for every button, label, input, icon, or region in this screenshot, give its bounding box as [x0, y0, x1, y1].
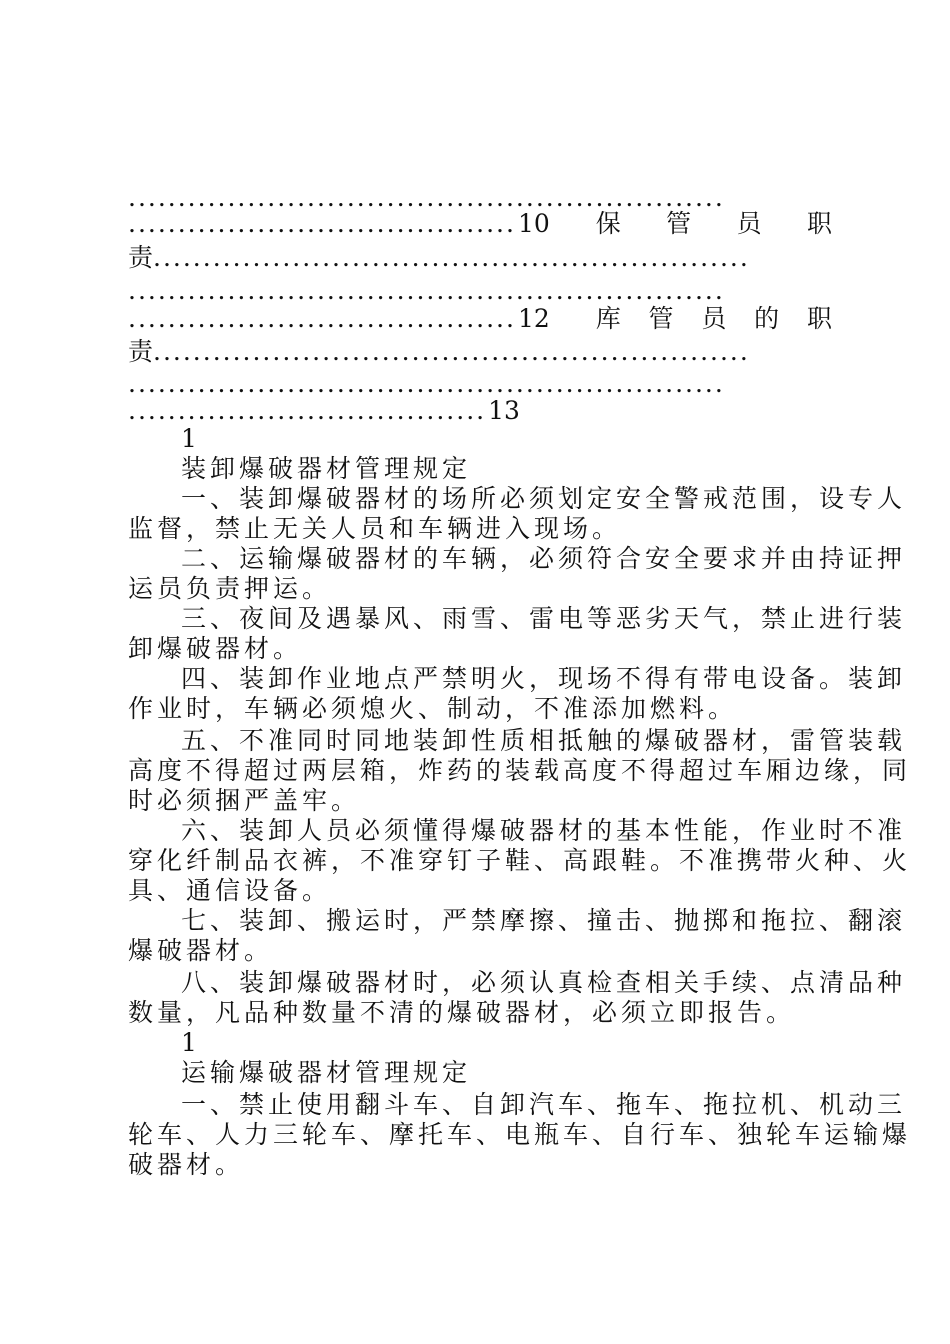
paragraph-line: 运员负责押运。 [128, 574, 332, 603]
toc-dot-leader: ............................................................ [128, 276, 725, 305]
toc-continuation [128, 337, 832, 367]
toc-title-char: 责 [128, 337, 154, 366]
paragraph-line: 爆破器材。 [128, 936, 274, 965]
toc-entry-keeper-duties[interactable] [128, 209, 832, 239]
paragraph-line: 六、装卸人员必须懂得爆破器材的基本性能，作业时不准 [181, 816, 907, 845]
paragraph-line: 卸爆破器材。 [128, 634, 303, 663]
toc-dot-leader: ............................................................ [128, 183, 725, 212]
toc-title-char: 管 [666, 209, 692, 238]
toc-dot-leader: ............................................................ [153, 337, 750, 366]
paragraph-line: 八、装卸爆破器材时，必须认真检查相关手续、点清品种 [181, 968, 907, 997]
toc-title-char: 保 [595, 209, 621, 238]
page-number: 1 [181, 1028, 197, 1057]
paragraph-line: 轮车、人力三轮车、摩托车、电瓶车、自行车、独轮车运输爆 [128, 1120, 912, 1149]
paragraph-line: 时必须捆严盖牢。 [128, 786, 361, 815]
toc-title-char: 的 [754, 304, 780, 333]
paragraph-line: 五、不准同时同地装卸性质相抵触的爆破器材，雷管装载 [181, 726, 907, 755]
toc-dot-leader: .................................... [128, 396, 487, 425]
toc-title [596, 304, 832, 334]
paragraph-line: 三、夜间及遇暴风、雨雪、雷电等恶劣天气，禁止进行装 [181, 604, 907, 633]
toc-page-number: 12 [517, 304, 550, 333]
toc-dot-leader: ............................................................ [128, 369, 725, 398]
toc-dot-leader: ............................................................ [153, 243, 750, 272]
section-title: 运输爆破器材管理规定 [181, 1058, 472, 1087]
section-title: 装卸爆破器材管理规定 [181, 454, 472, 483]
paragraph-line: 具、通信设备。 [128, 876, 332, 905]
toc-title-char: 管 [648, 304, 674, 333]
toc-continuation [128, 243, 832, 273]
paragraph-line: 数量，凡品种数量不清的爆破器材，必须立即报告。 [128, 998, 796, 1027]
paragraph-line: 高度不得超过两层箱，炸药的装载高度不得超过车厢边缘，同 [128, 756, 912, 785]
toc-title-char: 责 [128, 243, 154, 272]
toc-dot-leader: ....................................... [128, 304, 516, 333]
paragraph-line: 四、装卸作业地点严禁明火，现场不得有带电设备。装卸 [181, 664, 907, 693]
paragraph-line: 监督，禁止无关人员和车辆进入现场。 [128, 514, 622, 543]
toc-entry-warehouse-keeper-duties[interactable] [128, 304, 832, 334]
paragraph-line: 作业时，车辆必须熄火、制动，不准添加燃料。 [128, 694, 738, 723]
toc-title-char: 员 [736, 209, 762, 238]
paragraph-line: 穿化纤制品衣裤，不准穿钉子鞋、高跟鞋。不准携带火种、火 [128, 846, 912, 875]
toc-title-char: 职 [806, 209, 832, 238]
toc-entry-last[interactable] [128, 396, 832, 426]
paragraph-line: 七、装卸、搬运时，严禁摩擦、撞击、抛掷和拖拉、翻滚 [181, 906, 907, 935]
toc-dot-leader: ....................................... [128, 209, 516, 238]
toc-title [596, 209, 832, 239]
toc-page-number: 10 [517, 209, 550, 238]
toc-title-char: 职 [806, 304, 832, 333]
toc-title-char: 员 [701, 304, 727, 333]
paragraph-line: 破器材。 [128, 1150, 245, 1179]
toc-page-number: 13 [488, 396, 520, 425]
toc-title-char: 库 [595, 304, 621, 333]
page-number: 1 [181, 424, 197, 453]
paragraph-line: 二、运输爆破器材的车辆，必须符合安全要求并由持证押 [181, 544, 907, 573]
paragraph-line: 一、禁止使用翻斗车、自卸汽车、拖车、拖拉机、机动三 [181, 1090, 907, 1119]
paragraph-line: 一、装卸爆破器材的场所必须划定安全警戒范围，设专人 [181, 484, 907, 513]
